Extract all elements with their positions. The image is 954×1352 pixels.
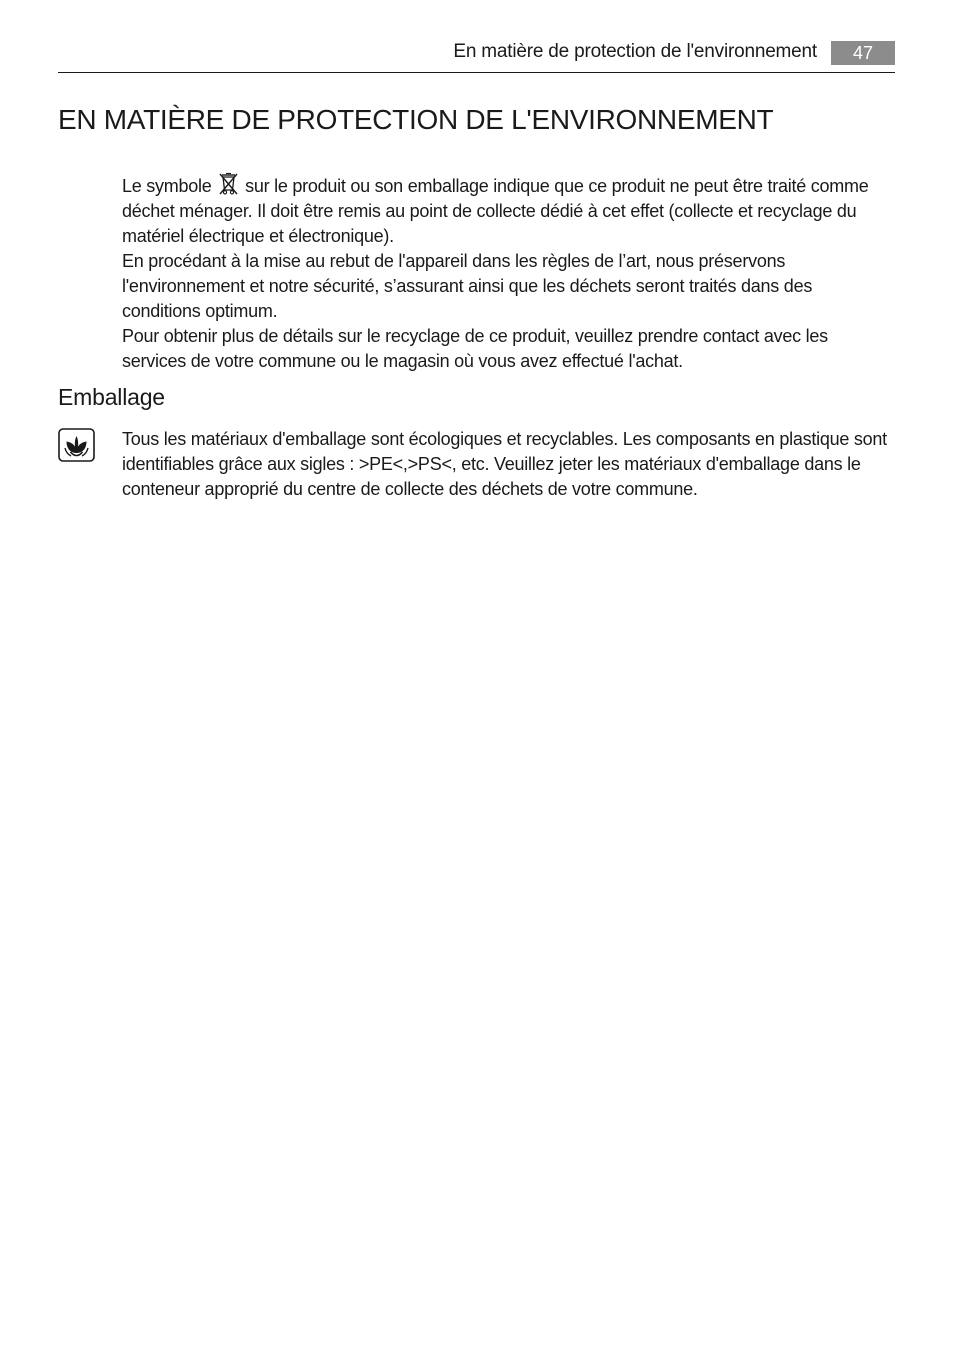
packaging-text: Tous les matériaux d'emballage sont écologiques et recyclables. Les composants en plastique sont identifiables grâce aux sigles : >PE<,>PS<, etc. Veuillez jeter les matériaux d'emballage dans le conteneur approprié du centre de collecte des déchets de votre commune.: [122, 429, 887, 499]
running-header-title: En matière de protection de l'environnement: [453, 41, 817, 62]
intro-paragraph-1: [122, 172, 890, 249]
intro-p1-after-icon: sur le produit ou son emballage indique que ce produit ne peut être traité comme déchet ménager. Il doit être remis au point de collecte dédié à cet effet (collecte et recyclage du matériel électrique et électronique).: [122, 176, 869, 246]
running-header: [58, 38, 895, 73]
page-title: EN MATIÈRE DE PROTECTION DE L'ENVIRONNEMENT: [58, 104, 774, 135]
intro-p1-before-icon: Le symbole: [122, 176, 212, 196]
eco-packaging-icon: [58, 428, 95, 462]
intro-paragraph-3: Pour obtenir plus de détails sur le recyclage de ce produit, veuillez prendre contact avec les services de votre commune ou le magasin où vous avez effectué l'achat.: [122, 326, 828, 371]
intro-paragraph-2: En procédant à la mise au rebut de l'appareil dans les règles de l’art, nous préservons l'environnement et notre sécurité, s’assurant ainsi que les déchets seront traités dans des conditions optimum.: [122, 251, 813, 321]
intro-section: [122, 172, 890, 374]
page-number: 47: [831, 41, 895, 65]
packaging-heading: Emballage: [58, 384, 165, 410]
crossed-out-wheelie-bin-icon: [218, 172, 238, 196]
